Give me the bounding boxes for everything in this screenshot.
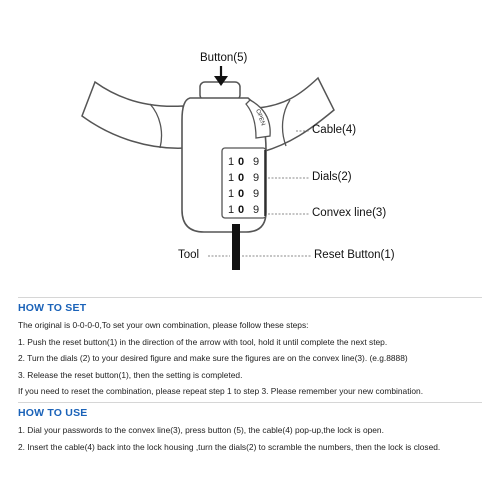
section-divider [18, 297, 482, 298]
dial-digit: 0 [238, 172, 245, 184]
dial-digit: 0 [238, 204, 245, 216]
dial-row-2 [228, 172, 259, 184]
tool-label: Tool [178, 249, 200, 261]
dial-digit: 1 [228, 188, 235, 200]
how-to-set-line: If you need to reset the combination, please repeat step 1 to step 3. Please remember your new combination. [18, 386, 424, 396]
dial-digit: 1 [228, 172, 235, 184]
dial-digit: 1 [228, 204, 235, 216]
dial-digit: 0 [238, 188, 245, 200]
dial-digit: 9 [253, 204, 260, 216]
how-to-set-line: 2. Turn the dials (2) to your desired figure and make sure the figures are on the convex line(3). (e.g.8888) [18, 353, 408, 363]
how-to-use-title: HOW TO USE [18, 407, 88, 419]
dials-label: Dials(2) [312, 171, 352, 183]
cable-right [258, 78, 334, 152]
how-to-set-line: 1. Push the reset button(1) in the direction of the arrow with tool, hold it until complete the next step. [18, 336, 388, 347]
cable-left [82, 82, 186, 148]
convex-line-label: Convex line(3) [312, 207, 387, 219]
how-to-use-line: 1. Dial your passwords to the convex line(3), press button (5), the cable(4) pop-up,the lock is open. [18, 425, 384, 435]
button-label: Button(5) [200, 52, 248, 64]
dial-row-4 [228, 204, 259, 216]
dial-row-1 [228, 156, 259, 168]
dial-digit: 9 [253, 172, 260, 184]
dial-row-3 [228, 188, 259, 200]
how-to-use-line: 2. Insert the cable(4) back into the lock housing ,turn the dials(2) to scramble the numbers, then the lock is closed. [18, 441, 441, 452]
tool-rod [232, 224, 240, 270]
how-to-set-title: HOW TO SET [18, 302, 87, 314]
dial-digit: 9 [253, 188, 260, 200]
how-to-set-section [18, 302, 488, 400]
dial-digit: 1 [228, 156, 235, 168]
reset-button-label: Reset Button(1) [314, 249, 395, 261]
dial-digit: 9 [253, 156, 260, 168]
how-to-set-line: The original is 0-0-0-0,To set your own combination, please follow these steps: [18, 320, 309, 330]
how-to-set-line: 3. Release the reset button(1), then the setting is completed. [18, 369, 243, 380]
cable-label: Cable(4) [312, 124, 357, 136]
section-divider [18, 402, 482, 403]
how-to-use-section [18, 407, 488, 455]
open-mark: OPEN [254, 108, 266, 127]
dial-digit: 0 [238, 156, 245, 168]
